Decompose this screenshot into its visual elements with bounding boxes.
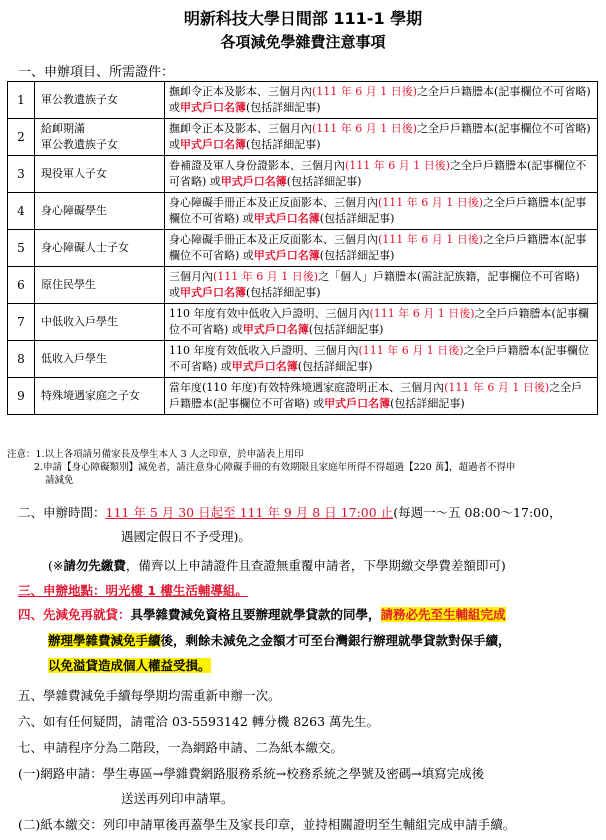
table-row <box>8 378 598 415</box>
requirement-text: 之全戶戶籍謄本(記事欄位不可省略) 或 <box>169 196 587 225</box>
requirement-text: 之「個人」戶籍謄本(需註記族籍，記事欄位不可省略) 或 <box>169 270 580 299</box>
section-loan-highlight2: 辦理學雜費減免手續 <box>48 633 161 648</box>
requirement-text: 身心障礙手冊正本及正反面影本、三個月內 <box>169 196 378 209</box>
section-loan-highlight1: 請務必先至生輔組完成 <box>380 607 506 622</box>
table-row <box>8 267 598 304</box>
payment-note-bold: 請勿先繳費 <box>63 558 126 573</box>
requirement-text: (111 年 6 月 1 日後) <box>345 159 451 172</box>
requirements-table <box>7 81 598 415</box>
requirement-text: 之全戶戶籍謄本(記事欄位不可省略) 或 <box>169 159 587 188</box>
requirement-text: (包括詳細記事) <box>319 212 395 225</box>
table-row <box>8 341 598 378</box>
table-row <box>8 304 598 341</box>
requirement-text: (111 年 6 月 1 日後) <box>312 85 418 98</box>
section-loan-text2: 後，剩餘未減免之金額才可至台灣銀行辦理就學貸款對保手續， <box>160 633 511 648</box>
row-requirements <box>165 230 598 267</box>
section-loan-line3 <box>48 656 211 674</box>
row-category: 軍公教遺族子女 <box>35 82 165 119</box>
requirement-text: 之全戶戶籍謄本(記事欄位不可省略) 或 <box>169 344 589 373</box>
requirement-text: 撫卹令正本及影本、三個月內 <box>169 85 312 98</box>
section-time <box>18 503 562 521</box>
requirement-text: 甲式戶口名簿 <box>180 286 246 299</box>
row-requirements <box>165 304 598 341</box>
requirement-text: 甲式戶口名簿 <box>231 360 298 373</box>
note-2-cont: 請減免 <box>45 475 74 486</box>
requirement-text: (111 年 6 月 1 日後) <box>378 233 484 246</box>
section-location: 三、申辦地點：明光樓 1 樓生活輔導組。 <box>18 583 248 598</box>
row-requirements <box>165 82 598 119</box>
table-row <box>8 193 598 230</box>
procedure-online-line2: 送送再列印申請單。 <box>121 791 234 806</box>
requirement-text: 當年度(110 年度)有效特殊境遇家庭證明正本、三個月內 <box>169 381 445 394</box>
row-category: 特殊境遇家庭之子女 <box>35 378 165 415</box>
requirement-text: 之全戶戶籍謄本(記事欄位不可省略) 或 <box>169 307 589 336</box>
row-number: 6 <box>8 267 35 304</box>
requirement-text: (包括詳細記事) <box>246 138 321 151</box>
row-number: 4 <box>8 193 35 230</box>
row-requirements <box>165 156 598 193</box>
requirement-text: (包括詳細記事) <box>246 286 321 299</box>
section-loan-highlight3: 以免溢貸造成個人權益受損。 <box>48 658 211 673</box>
row-category: 身心障礙人士子女 <box>35 230 165 267</box>
row-number: 7 <box>8 304 35 341</box>
table-row <box>8 230 598 267</box>
payment-note <box>48 556 506 574</box>
application-period: 111 年 5 月 30 日起至 111 年 9 月 8 日 17:00 止 <box>105 505 394 520</box>
section-renew: 五、學雜費減免手續每學期均需重新申辦一次。 <box>18 688 281 703</box>
requirement-text: 三個月內 <box>169 270 213 283</box>
requirement-text: 甲式戶口名簿 <box>253 249 320 262</box>
row-number: 5 <box>8 230 35 267</box>
row-category: 現役軍人子女 <box>35 156 165 193</box>
requirement-text: 之全戶戶籍謄本(記事欄位不可省略)或 <box>169 85 591 114</box>
row-category: 中低收入戶學生 <box>35 304 165 341</box>
requirement-text: 之全戶戶籍謄本(記事欄位不可省略) 或 <box>169 233 587 262</box>
requirement-text: (包括詳細記事) <box>246 101 321 114</box>
requirement-text: 甲式戶口名簿 <box>220 175 287 188</box>
requirement-text: 眷補證及軍人身份證影本、三個月內 <box>169 159 345 172</box>
requirement-text: (111 年 6 月 1 日後) <box>358 344 464 357</box>
requirement-text: 之全戶戶籍謄本(記事欄位不可省略) 或 <box>169 122 591 151</box>
section-loan-heading: 四、先減免再就貸： <box>18 607 131 622</box>
requirement-text: (111 年 6 月 1 日後) <box>213 270 319 283</box>
requirement-text: (111 年 6 月 1 日後) <box>444 381 550 394</box>
row-number: 3 <box>8 156 35 193</box>
requirement-text: 撫卹令正本及影本、三個月內 <box>169 122 312 135</box>
section-procedure: 七、申請程序分為二階段，一為網路申請、二為紙本繳交。 <box>18 740 344 755</box>
requirement-text: 之全戶戶籍謄本(記事欄位不可省略) 或 <box>169 381 583 410</box>
section-loan <box>18 605 506 623</box>
requirement-text: (111 年 6 月 1 日後) <box>369 307 475 320</box>
row-number: 9 <box>8 378 35 415</box>
section-heading-items: 一、申辦項目、所需證件： <box>18 65 175 80</box>
note-2: 2.申請【身心障礙類別】減免者，請注意身心障礙手冊的有效期限且家庭年所得不得超過【220 萬】，超過者不得申 <box>34 462 516 473</box>
requirement-text: 110 年度有效中低收入戶證明、三個月內 <box>169 307 370 320</box>
requirement-text: (包括詳細記事) <box>297 360 373 373</box>
requirement-text: (包括詳細記事) <box>319 249 395 262</box>
requirement-text: 身心障礙手冊正本及正反面影本、三個月內 <box>169 233 378 246</box>
section-time-line2: 遇國定假日不予受理)。 <box>121 529 251 544</box>
section-contact: 六、如有任何疑問，請電洽 03-5593142 轉分機 8263 萬先生。 <box>18 714 380 729</box>
requirement-text: 甲式戶口名簿 <box>242 323 309 336</box>
requirement-text: 甲式戶口名簿 <box>180 101 246 114</box>
row-category: 低收入戶學生 <box>35 341 165 378</box>
procedure-paper: (二)紙本繳交：列印申請單後再蓋學生及家長印章，並持相關證明至生輔組完成申請手續。 <box>18 817 516 832</box>
row-number: 8 <box>8 341 35 378</box>
table-row <box>8 82 598 119</box>
row-category: 身心障礙學生 <box>35 193 165 230</box>
requirement-text: 甲式戶口名簿 <box>324 397 391 410</box>
row-requirements <box>165 341 598 378</box>
requirement-text: (111 年 6 月 1 日後) <box>312 122 418 135</box>
row-number: 2 <box>8 119 35 156</box>
note-1: 注意：1.以上各項請另備家長及學生本人 3 人之印章，於申請表上用印 <box>7 449 304 460</box>
notes-block <box>7 448 601 487</box>
section-loan-line2 <box>48 631 511 649</box>
requirement-text: 110 年度有效低收入戶證明、三個月內 <box>169 344 359 357</box>
row-category: 原住民學生 <box>35 267 165 304</box>
table-row <box>8 119 598 156</box>
page-subtitle: 各項減免學雜費注意事項 <box>220 33 386 51</box>
page-title: 明新科技大學日間部 111-1 學期 <box>183 9 423 28</box>
requirement-text: 甲式戶口名簿 <box>180 138 246 151</box>
section-loan-text1: 具學雜費減免資格且要辦理就學貸款的同學， <box>130 607 381 622</box>
office-hours: (每週一～五 08:00～17:00， <box>393 505 562 520</box>
procedure-online: (一)網路申請：學生專區→學雜費網路服務系統→校務系統之學號及密碼→填寫完成後 <box>18 766 485 781</box>
row-requirements <box>165 119 598 156</box>
payment-note-prefix: (※ <box>48 558 64 573</box>
requirement-text: (包括詳細記事) <box>308 323 384 336</box>
requirement-text: (包括詳細記事) <box>286 175 362 188</box>
payment-note-text: ，備齊以上申請證件且查證無重覆申請者，下學期繳交學費差額即可) <box>125 558 506 573</box>
requirement-text: (111 年 6 月 1 日後) <box>378 196 484 209</box>
row-requirements <box>165 378 598 415</box>
section-time-label: 二、申辦時間： <box>18 505 106 520</box>
row-requirements <box>165 267 598 304</box>
requirement-text: 甲式戶口名簿 <box>253 212 320 225</box>
row-requirements <box>165 193 598 230</box>
row-category: 給卹期滿 軍公教遺族子女 <box>35 119 165 156</box>
row-number: 1 <box>8 82 35 119</box>
requirement-text: (包括詳細記事) <box>390 397 465 410</box>
table-row <box>8 156 598 193</box>
